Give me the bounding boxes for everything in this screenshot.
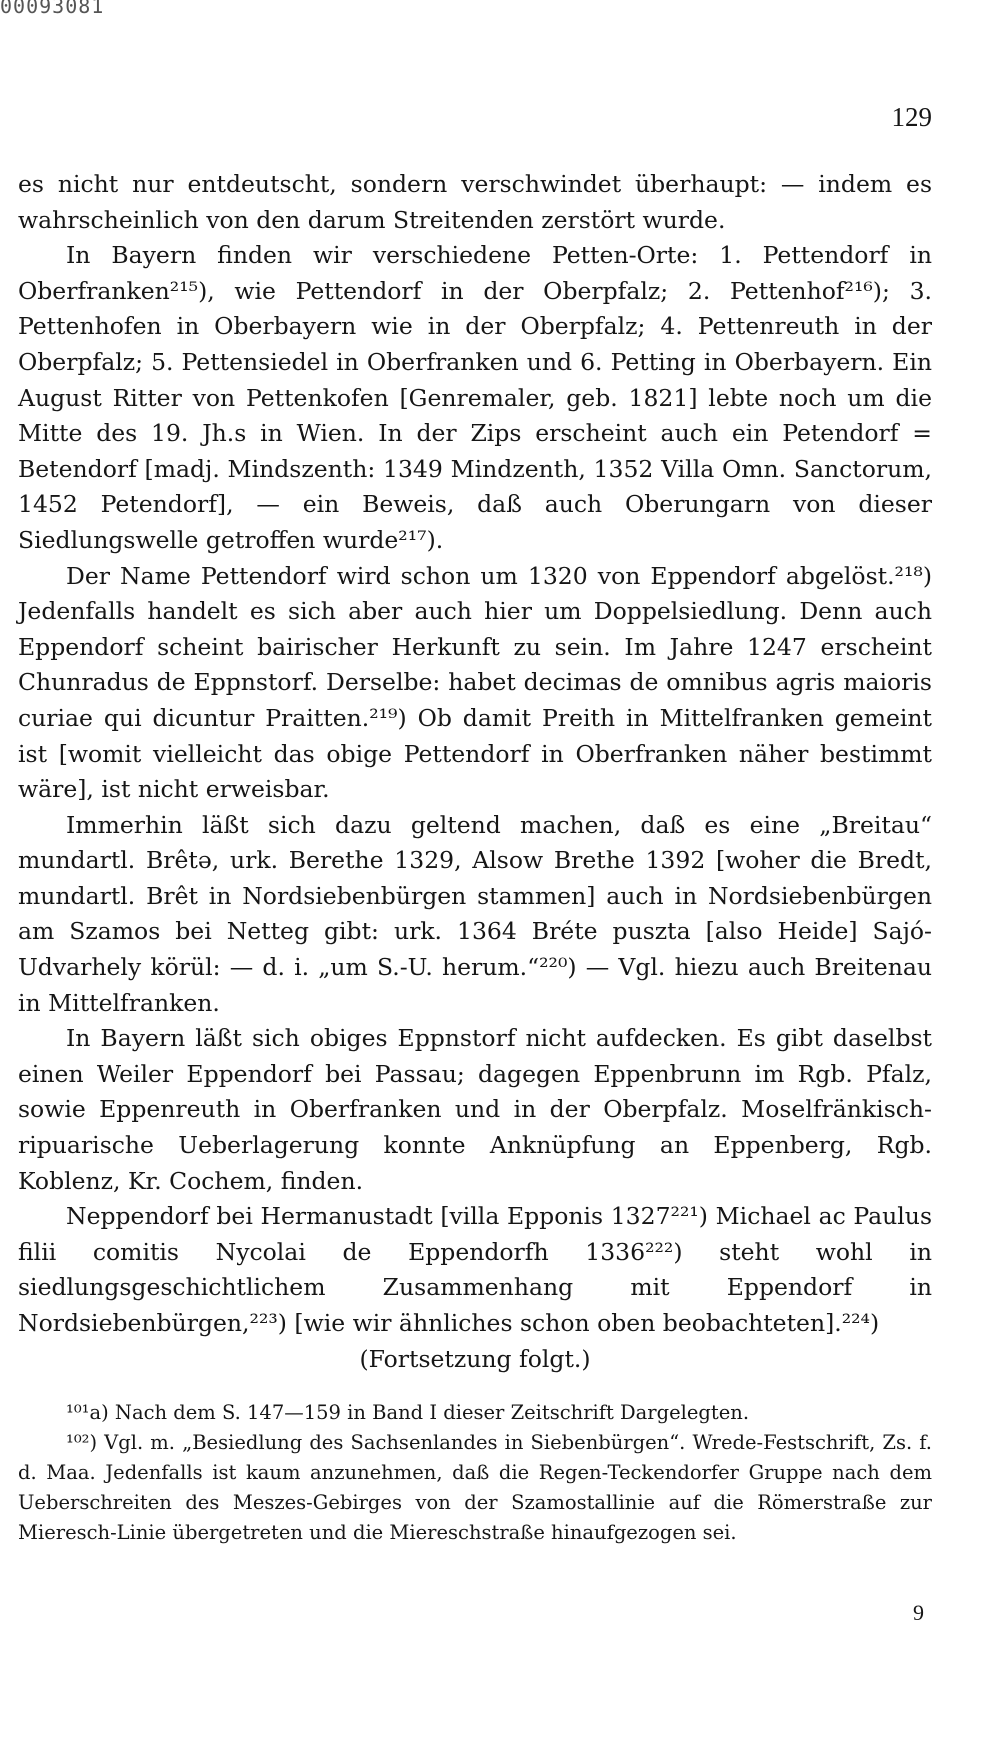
paragraph-5: In Bayern läßt sich obiges Eppnstorf nicht aufdecken. Es gibt daselbst einen Weiler Eppendorf bei Passau; dagegen Eppenbrunn im Rgb. Pfalz, sowie Eppenreuth in Oberfranken und in der Oberpfalz. Moselfränkisch-ripuarische Ueberlagerung konnte Anknüpfung an Eppenberg, Rgb. Koblenz, Kr. Cochem, finden. (18, 1024, 932, 1195)
page-number: 129 (891, 102, 932, 132)
paragraph-4: Immerhin läßt sich dazu geltend machen, daß es eine „Breitau“ mundartl. Brêtə, urk. Berethe 1329, Alsow Brethe 1392 [woher die Bredt, mundartl. Brêt in Nordsiebenbürgen stammen] auch in Nordsiebenbürgen am Szamos bei Netteg gibt: urk. 1364 Bréte puszta [also Heide] Sajó-Udvarhely körül: — d. i. „um S.-U. herum.“²²⁰) — Vgl. hiezu auch Breitenau in Mittelfranken. (18, 810, 932, 1017)
footnotes (18, 1398, 932, 1548)
continuation-note: (Fortsetzung folgt.) (359, 1344, 591, 1373)
footnote-101a: ¹⁰¹a) Nach dem S. 147—159 in Band I dieser Zeitschrift Dargelegten. (66, 1401, 750, 1424)
paragraph-1: es nicht nur entdeutscht, sondern verschwindet überhaupt: — indem es wahrscheinlich von den darum Streitenden zerstört wurde. (18, 170, 932, 234)
paragraph-6: Neppendorf bei Hermanustadt [villa Epponis 1327²²¹) Michael ac Paulus filii comitis Nycolai de Eppendorfh 1336²²²) steht wohl in siedlungsgeschichtlichem Zusammenhang mit Eppendorf in Nordsiebenbürgen,²²³) [wie wir ähnliches schon oben beobachteten].²²⁴) (18, 1202, 932, 1337)
archive-id: 00093081 (0, 0, 105, 18)
signature-mark: 9 (913, 1600, 924, 1625)
body-text (18, 167, 932, 1377)
paragraph-3: Der Name Pettendorf wird schon um 1320 von Eppendorf abgelöst.²¹⁸) Jedenfalls handelt es sich aber auch hier um Doppelsiedlung. Denn auch Eppendorf scheint bairischer Herkunft zu sein. Im Jahre 1247 erscheint Chunradus de Eppnstorf. Derselbe: habet decimas de omnibus agris maioris curiae qui dicuntur Praitten.²¹⁹) Ob damit Preith in Mittelfranken gemeint ist [womit vielleicht das obige Pettendorf in Oberfranken näher bestimmt wäre], ist nicht erweisbar. (18, 561, 932, 804)
paragraph-2: In Bayern finden wir verschiedene Petten-Orte: 1. Pettendorf in Oberfranken²¹⁵), wie Pettendorf in der Oberpfalz; 2. Pettenhof²¹⁶); 3. Pettenhofen in Oberbayern wie in der Oberpfalz; 4. Pettenreuth in der Oberpfalz; 5. Pettensiedel in Oberfranken und 6. Petting in Oberbayern. Ein August Ritter von Pettenkofen [Genremaler, geb. 1821] lebte noch um die Mitte des 19. Jh.s in Wien. In der Zips erscheint auch ein Petendorf = Betendorf [madj. Mindszenth: 1349 Mindzenth, 1352 Villa Omn. Sanctorum, 1452 Petendorf], — ein Beweis, daß auch Oberungarn von dieser Siedlungswelle getroffen wurde²¹⁷). (18, 241, 932, 554)
footnote-102: ¹⁰²) Vgl. m. „Besiedlung des Sachsenlandes in Siebenbürgen“. Wrede-Festschrift, Zs. f. d. Maa. Jedenfalls ist kaum anzunehmen, daß die Regen-Teckendorfer Gruppe nach dem Ueberschreiten des Meszes-Gebirges von der Szamostallinie auf die Römerstraße zur Mieresch-Linie übergetreten und die Mierеschstraße hinaufgezogen sei. (18, 1431, 932, 1544)
